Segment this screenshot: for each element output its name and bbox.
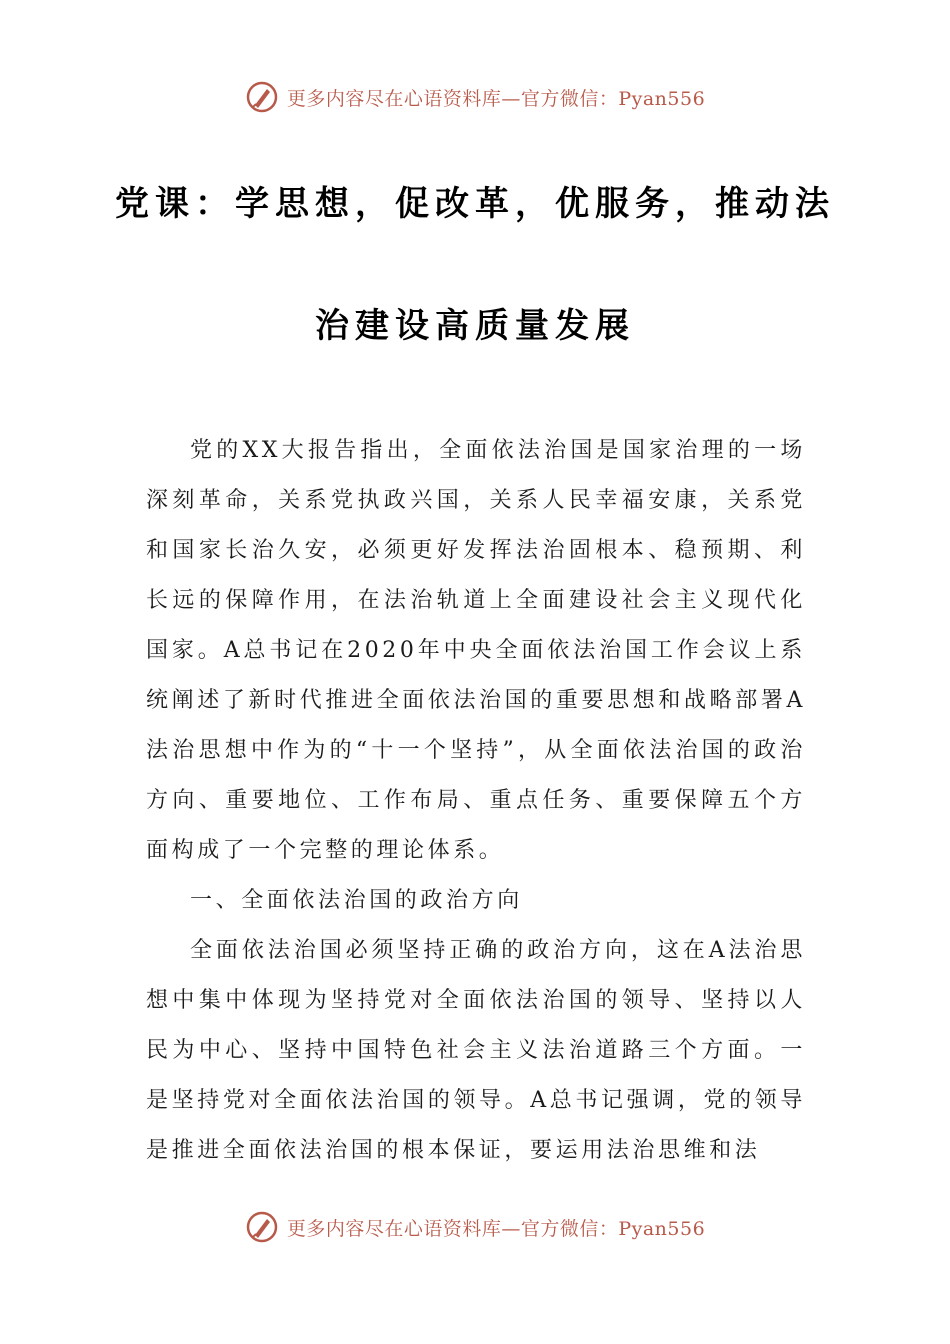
pen-logo-icon	[245, 1210, 279, 1244]
document-title-line-2: 治建设高质量发展	[315, 306, 635, 346]
document-title-line-1: 党课：学思想，促改革，优服务，推动法	[115, 184, 835, 224]
watermark-text: 更多内容尽在心语资料库—官方微信：Pyan556	[286, 1217, 706, 1240]
paragraph-intro: 党的XX大报告指出，全面依法治国是国家治理的一场深刻革命，关系党执政兴国，关系人民幸福安康，关系党和国家长治久安，必须更好发挥法治固根本、稳预期、利长远的保障作用，在法治轨道上全面建设社会主义现代化国家。A总书记在2020年中央全面依法治国工作会议上系统阐述了新时代推进全面依法治国的重要思想和战略部署A法治思想中作为的“十一个坚持”，从全面依法治国的政治方向、重要地位、工作布局、重点任务、重要保障五个方面构成了一个完整的理论体系。	[146, 438, 806, 863]
watermark-text: 更多内容尽在心语资料库—官方微信：Pyan556	[286, 87, 706, 110]
header-watermark-banner	[0, 80, 950, 114]
paragraph-section-1: 全面依法治国必须坚持正确的政治方向，这在A法治思想中集中体现为坚持党对全面依法治国的领导、坚持以人民为中心、坚持中国特色社会主义法治道路三个方面。一是坚持党对全面依法治国的领导。A总书记强调，党的领导是推进全面依法治国的根本保证，要运用法治思维和法	[146, 938, 806, 1163]
pen-logo-icon	[245, 80, 279, 114]
footer-watermark-banner	[0, 1210, 950, 1244]
section-heading: 一、全面依法治国的政治方向	[190, 888, 523, 913]
document-body	[146, 426, 806, 1176]
